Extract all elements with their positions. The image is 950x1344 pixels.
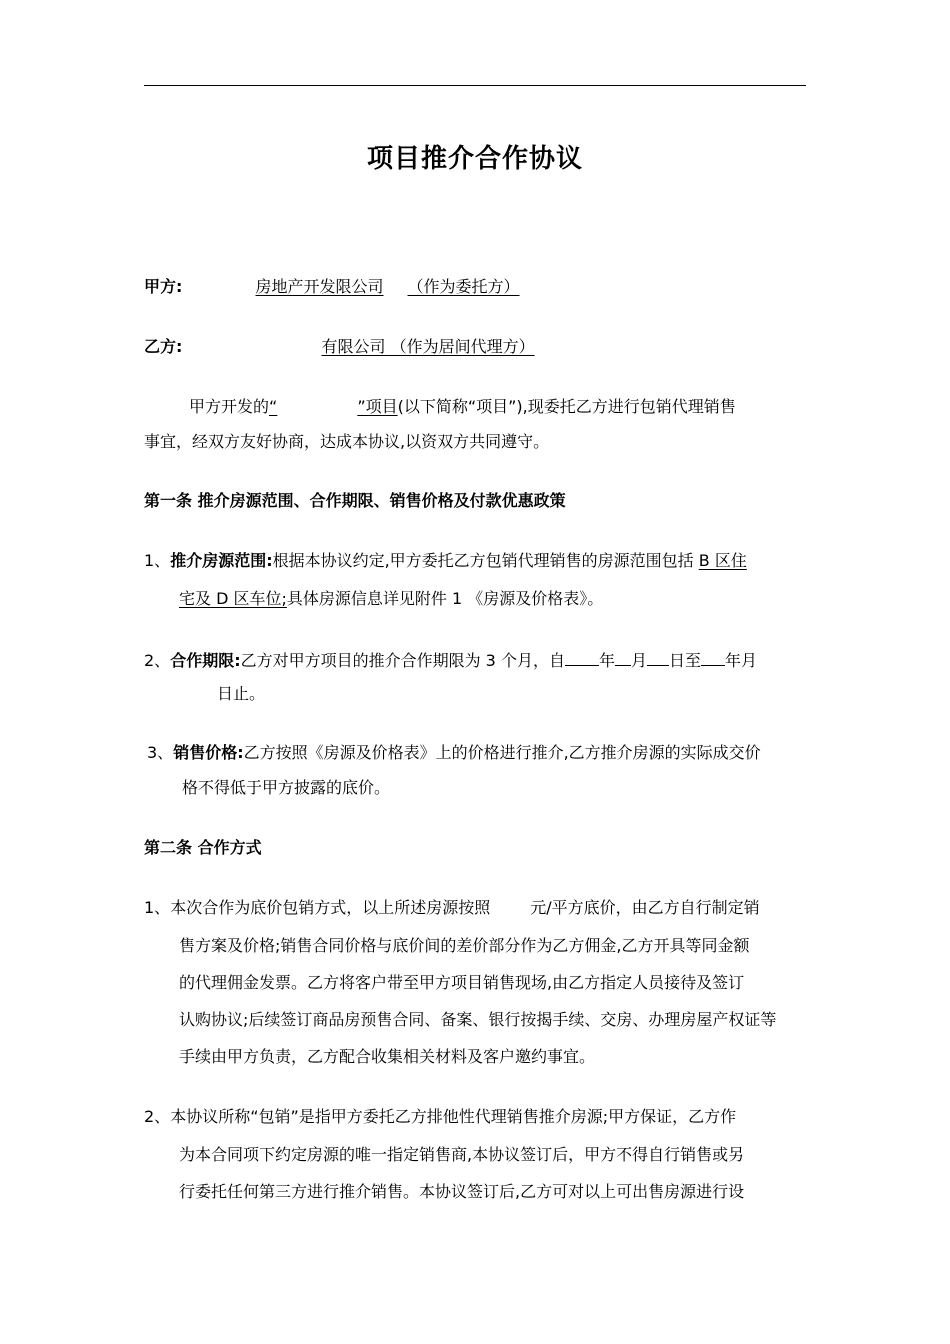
article-2-heading: 第二条 合作方式 (144, 838, 262, 857)
art2-item1-line5: 手续由甲方负责，乙方配合收集相关材料及客户邀约事宜。 (179, 1047, 596, 1066)
art1-item3-line2: 格不得低于甲方披露的底价。 (182, 778, 391, 797)
blank-day (647, 649, 669, 666)
art2-item2-line3: 行委托任何第三方进行推介销售。本协议签订后,乙方可对以上可出售房源进行设 (179, 1182, 745, 1201)
art2-item2-text-1: 本协议所称“包销”是指甲方委托乙方排他性代理销售推介房源;甲方保证，乙方作 (170, 1107, 737, 1126)
blank-year (565, 649, 599, 666)
art1-item1-text-2: 具体房源信息详见附件 1 《房源及价格表》。 (286, 589, 604, 608)
art2-item1-line3: 的代理佣金发票。乙方将客户带至甲方项目销售现场,由乙方指定人员接待及签订 (179, 973, 745, 992)
party-b-field (214, 337, 623, 357)
party-a-name: 房地产开发限公司 (255, 277, 384, 296)
art1-item2-line1 (144, 649, 757, 671)
intro-text-a: 甲方开发的 (189, 397, 270, 416)
art1-item3-text: 乙方按照《房源及价格表》上的价格进行推介,乙方推介房源的实际成交价 (243, 743, 761, 762)
art2-item1-line1 (144, 898, 760, 918)
art2-item1-num: 1、 (144, 898, 171, 917)
art2-item1-line2: 售方案及价格;销售合同价格与底价间的差价部分作为乙方佣金,乙方开具等同金额 (179, 936, 750, 955)
article-1-heading: 第一条 推介房源范围、合作期限、销售价格及付款优惠政策 (144, 491, 566, 510)
art2-item2-line1 (144, 1107, 736, 1127)
party-a-line (144, 277, 554, 297)
header-rule (144, 85, 806, 86)
art2-item2-line2: 为本合同项下约定房源的唯一指定销售商,本协议签订后，甲方不得自行销售或另 (179, 1145, 745, 1164)
party-b-label: 乙方: (144, 337, 183, 356)
art1-item1-underlined-2: 宅及 D 区车位; (179, 589, 287, 608)
party-b-line (144, 337, 623, 357)
blank-month (615, 649, 631, 666)
party-b-name: 有限公司 （作为居间代理方） (321, 337, 535, 356)
art2-item2-num: 2、 (144, 1107, 171, 1126)
art1-item3-label: 销售价格: (173, 743, 244, 762)
intro-line-2: 事宜，经双方友好协商，达成本协议,以资双方共同遵守。 (144, 432, 550, 451)
art1-item1-line2 (179, 589, 603, 609)
art2-item1-text-b: 元/平方底价，由乙方自行制定销 (530, 898, 760, 917)
art1-item2-text: 乙方对甲方项目的推介合作期限为 3 个月，自 (240, 651, 565, 670)
art2-item1-line4: 认购协议;后续签订商品房预售合同、备案、银行按揭手续、交房、办理房屋产权证等 (179, 1010, 777, 1029)
art1-item3-line1 (147, 743, 761, 763)
intro-line-1 (189, 397, 736, 417)
art1-item2-line2: 日止。 (217, 684, 266, 703)
art1-item2-month: 月 (630, 651, 647, 670)
blank-year-end (701, 649, 725, 666)
art1-item1-text: 根据本协议约定,甲方委托乙方包销代理销售的房源范围包括 (272, 551, 699, 570)
art1-item3-num: 3、 (147, 743, 174, 762)
art2-item1-text-a: 本次合作为底价包销方式，以上所述房源按照 (170, 898, 491, 917)
art1-item2-year: 年 (598, 651, 615, 670)
art1-item2-num: 2、 (144, 651, 171, 670)
document-title: 项目推介合作协议 (366, 144, 583, 174)
art1-item1-line1 (144, 551, 747, 571)
art1-item2-year-end: 年月 (725, 651, 758, 670)
intro-quote-open: “ (269, 397, 278, 416)
art1-item2-day: 日至 (668, 651, 701, 670)
party-a-field (202, 277, 554, 297)
intro-project: ”项目 (357, 397, 398, 416)
intro-text-d: (以下简称“项目”),现委托乙方进行包销代理销售 (397, 397, 736, 416)
art1-item1-underlined: B 区住 (698, 551, 747, 570)
party-a-label: 甲方: (144, 277, 183, 296)
project-name-field (269, 397, 398, 416)
party-a-role: （作为委托方） (407, 277, 520, 296)
art1-item2-label: 合作期限: (170, 651, 241, 670)
art1-item1-label: 推介房源范围: (170, 551, 273, 570)
art1-item1-num: 1、 (144, 551, 171, 570)
